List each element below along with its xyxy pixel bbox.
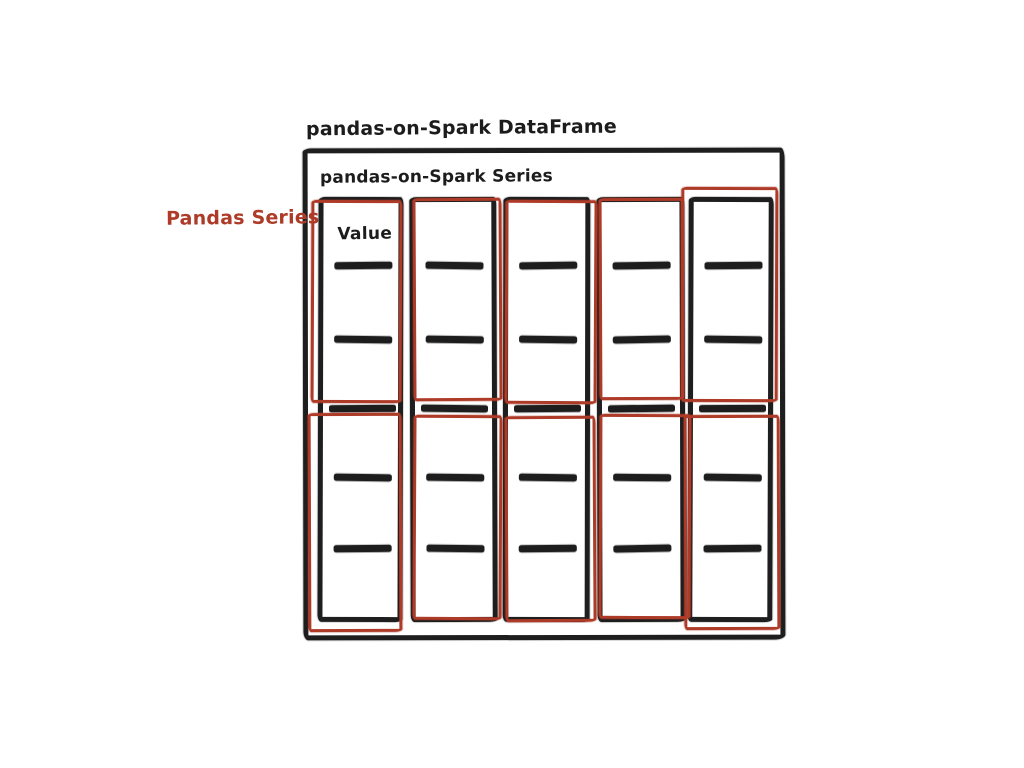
pandas-series-label: Pandas Series <box>165 206 320 230</box>
pandas-series-overlay <box>504 200 597 404</box>
data-row-dash <box>421 405 488 413</box>
pandas-series-overlay <box>684 415 781 630</box>
data-row-dash <box>329 405 396 412</box>
data-row-dash <box>608 405 675 413</box>
pandas-series-overlay <box>311 200 403 403</box>
pandas-series-overlay <box>308 413 403 632</box>
data-row-dash <box>699 405 766 412</box>
pandas-series-overlay <box>599 414 692 619</box>
pandas-series-overlay <box>504 416 596 622</box>
pandas-series-overlay <box>412 415 502 620</box>
pandas-on-spark-series-label: pandas-on-Spark Series <box>319 166 553 188</box>
pandas-series-overlay <box>599 198 685 400</box>
pandas-series-overlay <box>412 198 502 401</box>
column-value-header: Value <box>337 223 393 245</box>
dataframe-title: pandas-on-Spark DataFrame <box>305 115 617 141</box>
pandas-series-overlay <box>681 187 779 402</box>
data-row-dash <box>514 405 581 412</box>
